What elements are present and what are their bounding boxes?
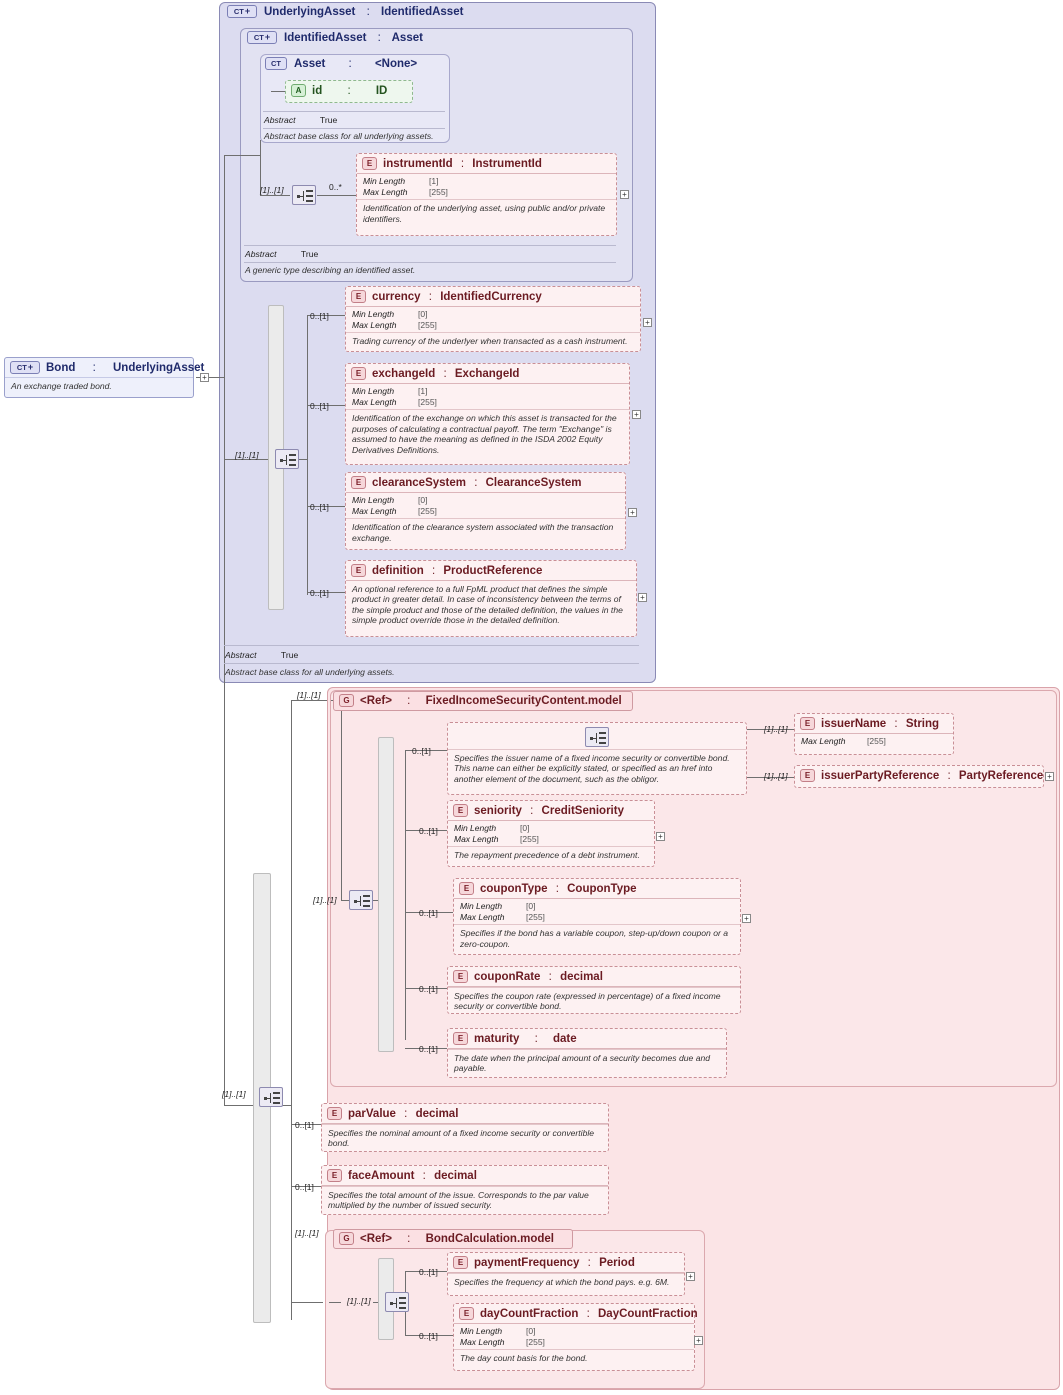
identified-asset-name: IdentifiedAsset	[284, 31, 367, 44]
facet-label: Max Length	[460, 911, 505, 922]
seniority-name: seniority	[474, 804, 522, 817]
node-couponRate[interactable]	[447, 966, 741, 1014]
abstract-value: True	[319, 115, 338, 125]
node-clearanceSystem[interactable]	[345, 472, 626, 550]
element-icon: E	[453, 1256, 468, 1269]
bond-doc: An exchange traded bond.	[11, 381, 112, 391]
facet-value: [255]	[526, 1336, 545, 1347]
couponType-doc: Specifies if the bond has a variable coupon, step-up/down coupon or a zero-coupon.	[454, 924, 740, 953]
separator: :	[587, 1256, 591, 1269]
faceAmount-name: faceAmount	[348, 1169, 415, 1182]
header-bond-calculation-model[interactable]	[333, 1229, 573, 1249]
facets-clearanceSystem	[346, 493, 625, 518]
asset-name: Asset	[294, 57, 326, 70]
cardinality-definition: 0..[1]	[310, 588, 329, 598]
abstract-label: Abstract	[225, 650, 257, 660]
facet-value: [255]	[429, 186, 448, 197]
abstract-row-asset	[264, 115, 337, 125]
expand-exchangeId-icon[interactable]: +	[632, 410, 641, 419]
node-exchangeId[interactable]	[345, 363, 630, 465]
connector	[329, 1302, 341, 1303]
occurrence-issuerName: [1]..[1]	[764, 724, 788, 734]
facet-label: Max Length	[352, 319, 397, 330]
facet-value: [255]	[418, 396, 437, 407]
maturity-type: date	[552, 1032, 577, 1045]
cardinality-seniority: 0..[1]	[419, 826, 438, 836]
issuerPartyReference-type: PartyReference	[958, 769, 1044, 782]
instrumentId-type: InstrumentId	[472, 157, 542, 170]
connector	[224, 155, 225, 1105]
fixed-income-type: FixedIncomeSecurityContent.model	[425, 694, 622, 707]
sequence-icon-asset[interactable]	[292, 185, 316, 205]
currency-doc: Trading currency of the underlyer when transacted as a cash instrument.	[346, 332, 640, 350]
parValue-name: parValue	[348, 1107, 396, 1120]
separator: :	[92, 361, 96, 374]
node-faceAmount[interactable]	[321, 1165, 609, 1215]
node-issuerPartyReference[interactable]	[794, 765, 1044, 788]
facet-value: [0]	[520, 823, 530, 833]
issuerName-type: String	[905, 717, 940, 730]
facets-currency	[346, 307, 640, 332]
clearanceSystem-type: ClearanceSystem	[485, 476, 582, 489]
element-icon: E	[800, 717, 815, 730]
element-icon: E	[351, 367, 366, 380]
dayCountFraction-name: dayCountFraction	[480, 1307, 579, 1320]
facets-exchangeId	[346, 384, 629, 409]
expand-currency-icon[interactable]: +	[643, 318, 652, 327]
facet-label: Min Length	[460, 1326, 503, 1336]
node-seniority[interactable]	[447, 800, 655, 867]
separator: :	[443, 367, 447, 380]
cardinality-couponRate: 0..[1]	[419, 984, 438, 994]
element-icon: E	[351, 476, 366, 489]
node-issuerName[interactable]	[794, 713, 954, 755]
connector	[224, 1105, 254, 1106]
node-id[interactable]	[285, 80, 413, 103]
choice-icon-issuer[interactable]	[585, 727, 609, 747]
identified-asset-doc: A generic type describing an identified asset.	[245, 265, 416, 275]
occurrence-issuerPartyReference: [1]..[1]	[764, 771, 788, 781]
node-instrumentId[interactable]	[356, 153, 617, 236]
cardinality-dayCountFraction: 0..[1]	[419, 1331, 438, 1341]
separator: :	[534, 1032, 538, 1045]
occurrence-bondcalc-ref: [1]..[1]	[295, 1228, 319, 1238]
seniority-type: CreditSeniority	[541, 804, 624, 817]
occurrence-underlying-seq: [1]..[1]	[235, 450, 259, 460]
facet-label: Min Length	[363, 176, 406, 186]
divider	[263, 111, 445, 112]
facet-value: [0]	[418, 495, 428, 505]
connector	[291, 1302, 323, 1303]
exchangeId-name: exchangeId	[372, 367, 436, 380]
facet-label: Min Length	[352, 495, 395, 505]
issuerName-name: issuerName	[821, 717, 887, 730]
expand-definition-icon[interactable]: +	[638, 593, 647, 602]
separator: :	[377, 31, 381, 44]
couponRate-doc: Specifies the coupon rate (expressed in percentage) of a fixed income security or convertible bond.	[448, 987, 740, 1016]
exchangeId-type: ExchangeId	[454, 367, 520, 380]
instrumentId-name: instrumentId	[383, 157, 453, 170]
sequence-icon-bondcalc[interactable]	[385, 1292, 409, 1312]
identified-asset-type: Asset	[391, 31, 423, 44]
facet-value: [1]	[418, 386, 428, 396]
choice-bar-fixedincome	[378, 737, 394, 1052]
bond-calc-type: BondCalculation.model	[425, 1232, 554, 1245]
cardinality-paymentFrequency: 0..[1]	[419, 1267, 438, 1277]
element-icon: E	[459, 1307, 474, 1320]
connector	[224, 155, 260, 156]
divider	[224, 663, 639, 664]
complextype-icon: CT +	[227, 5, 257, 18]
occurrence-fixedincome-ref: [1]..[1]	[297, 690, 321, 700]
facet-value: [0]	[526, 901, 536, 911]
cardinality-exchangeId: 0..[1]	[310, 401, 329, 411]
fixed-income-ref: <Ref>	[360, 694, 392, 707]
dayCountFraction-doc: The day count basis for the bond.	[454, 1349, 694, 1367]
node-bond-root[interactable]	[4, 357, 205, 398]
facet-value: [255]	[867, 736, 886, 746]
separator: :	[428, 290, 432, 303]
separator: :	[555, 882, 559, 895]
node-paymentFrequency[interactable]	[447, 1252, 685, 1296]
expand-issuerPartyReference-icon[interactable]: +	[1045, 772, 1054, 781]
occurrence-bondcalc-seq: [1]..[1]	[347, 1296, 371, 1306]
facets-dayCountFraction	[454, 1324, 694, 1349]
cardinality-maturity: 0..[1]	[419, 1044, 438, 1054]
divider	[263, 128, 445, 129]
issuerPartyReference-name: issuerPartyReference	[821, 769, 940, 782]
complextype-icon: CT +	[10, 361, 40, 374]
facet-label: Max Length	[352, 505, 397, 516]
separator: :	[474, 476, 478, 489]
separator: :	[431, 564, 436, 577]
facets-issuerName	[795, 734, 953, 749]
separator: :	[404, 1107, 408, 1120]
seniority-doc: The repayment precedence of a debt instrument.	[448, 846, 654, 864]
element-icon: E	[327, 1107, 342, 1120]
abstract-value: True	[300, 249, 319, 259]
abstract-row-underlying	[225, 650, 298, 660]
separator: :	[586, 1307, 590, 1320]
facets-couponType	[454, 899, 740, 924]
faceAmount-doc: Specifies the total amount of the issue. Corresponds to the par value multiplied by the number of issued security.	[322, 1186, 608, 1215]
sequence-icon-fixedincome[interactable]	[349, 890, 373, 910]
header-underlying-asset	[227, 5, 463, 18]
occurrence-asset-seq: [1]..[1]	[260, 185, 284, 195]
clearanceSystem-name: clearanceSystem	[372, 476, 466, 489]
attribute-icon: A	[291, 84, 306, 97]
underlying-asset-type: IdentifiedAsset	[381, 5, 464, 18]
cardinality-issuer-choice: 0..[1]	[412, 746, 431, 756]
couponType-type: CouponType	[567, 882, 637, 895]
currency-type: IdentifiedCurrency	[440, 290, 542, 303]
maturity-doc: The date when the principal amount of a security becomes due and payable.	[448, 1049, 726, 1078]
expand-paymentFrequency-icon[interactable]: +	[686, 1272, 695, 1281]
faceAmount-type: decimal	[434, 1169, 477, 1182]
connector	[341, 700, 342, 900]
facets-instrumentId	[357, 174, 616, 199]
id-type: ID	[375, 84, 388, 97]
paymentFrequency-type: Period	[599, 1256, 635, 1269]
separator: :	[460, 157, 465, 170]
facet-label: Min Length	[454, 823, 497, 833]
bond-type: UnderlyingAsset	[113, 361, 205, 374]
element-icon: E	[327, 1169, 342, 1182]
node-parValue[interactable]	[321, 1103, 609, 1152]
facet-label: Max Length	[460, 1336, 505, 1347]
facet-value: [0]	[418, 309, 428, 319]
node-maturity[interactable]	[447, 1028, 727, 1078]
separator: :	[407, 694, 411, 707]
cardinality-instrumentId: 0..*	[329, 182, 342, 192]
node-dayCountFraction[interactable]	[453, 1303, 698, 1371]
cardinality-faceAmount: 0..[1]	[295, 1182, 314, 1192]
dayCountFraction-type: DayCountFraction	[598, 1307, 698, 1320]
element-icon: E	[362, 157, 377, 170]
facet-label: Max Length	[363, 186, 408, 197]
facet-label: Min Length	[460, 901, 503, 911]
definition-type: ProductReference	[443, 564, 543, 577]
expand-seniority-icon[interactable]: +	[656, 832, 665, 841]
facet-value: [1]	[429, 176, 439, 186]
complextype-icon: CT +	[247, 31, 277, 44]
cardinality-parValue: 0..[1]	[295, 1120, 314, 1130]
element-icon: E	[351, 290, 366, 303]
maturity-name: maturity	[474, 1032, 520, 1045]
connector	[291, 700, 327, 701]
facet-value: [255]	[526, 911, 545, 922]
element-icon: E	[800, 769, 815, 782]
exchangeId-doc: Identification of the exchange on which this asset is transacted for the purposes of calculating a contractual payoff. The term "Exchange" is assumed to have the meaning as defined in the ISDA 2002 Equity Derivatives Definitions.	[346, 409, 629, 459]
underlying-asset-doc: Abstract base class for all underlying assets.	[225, 667, 395, 677]
connector	[307, 315, 308, 595]
connector	[341, 900, 349, 901]
header-fixed-income-model[interactable]	[333, 691, 633, 711]
divider	[244, 262, 616, 263]
facet-label: Max Length	[352, 396, 397, 407]
occurrence-fixedincome-seq: [1]..[1]	[313, 895, 337, 905]
separator: :	[407, 1232, 411, 1245]
abstract-value: True	[280, 650, 299, 660]
connector	[405, 750, 406, 1040]
facet-label: Max Length	[454, 833, 499, 844]
cardinality-clearanceSystem: 0..[1]	[310, 502, 329, 512]
complextype-icon: CT	[265, 57, 287, 70]
expand-bond-icon[interactable]: +	[200, 373, 209, 382]
couponType-name: couponType	[480, 882, 548, 895]
expand-dayCountFraction-icon[interactable]: +	[694, 1336, 703, 1345]
element-icon: E	[453, 970, 468, 983]
instrumentId-doc: Identification of the underlying asset, using public and/or private identifiers.	[357, 199, 616, 228]
issuer-choice-doc: Specifies the issuer name of a fixed income security or convertible bond. This name can either be explicitly stated, or specified as an href into another element of the document, such as the obligor.	[448, 749, 746, 788]
connector	[317, 195, 357, 196]
divider	[224, 645, 639, 646]
group-icon: G	[339, 1232, 354, 1245]
connector	[260, 195, 290, 196]
element-icon: E	[453, 804, 468, 817]
bond-calc-ref: <Ref>	[360, 1232, 392, 1245]
abstract-label: Abstract	[264, 115, 296, 125]
definition-doc: An optional reference to a full FpML product that defines the simple product in greater detail. In case of inconsistency between the terms of the simple product and those of the detailed definition, the values in the simple product override those in the detailed definition.	[352, 584, 623, 626]
underlying-asset-name: UnderlyingAsset	[264, 5, 356, 18]
facet-value: [255]	[418, 505, 437, 516]
node-currency[interactable]	[345, 286, 641, 352]
separator: :	[530, 804, 534, 817]
element-icon: E	[351, 564, 366, 577]
facet-label: Max Length	[801, 736, 846, 746]
separator: :	[347, 84, 351, 97]
asset-type: <None>	[374, 57, 418, 70]
facet-value: [0]	[526, 1326, 536, 1336]
node-issuer-choice[interactable]	[447, 722, 747, 795]
expand-clearanceSystem-icon[interactable]: +	[628, 508, 637, 517]
cardinality-currency: 0..[1]	[310, 311, 329, 321]
facet-label: Min Length	[352, 386, 395, 396]
expand-couponType-icon[interactable]: +	[742, 914, 751, 923]
element-icon: E	[453, 1032, 468, 1045]
cardinality-couponType: 0..[1]	[419, 908, 438, 918]
node-definition[interactable]	[345, 560, 637, 637]
facet-value: [255]	[520, 833, 539, 844]
id-name: id	[312, 84, 323, 97]
expand-instrumentId-icon[interactable]: +	[620, 190, 629, 199]
header-asset	[265, 57, 417, 70]
separator: :	[548, 970, 552, 983]
definition-name: definition	[372, 564, 424, 577]
separator: :	[422, 1169, 426, 1182]
connector	[271, 91, 285, 92]
clearanceSystem-doc: Identification of the clearance system associated with the transaction exchange.	[346, 518, 625, 547]
separator: :	[894, 717, 898, 730]
abstract-label: Abstract	[245, 249, 277, 259]
separator: :	[947, 769, 951, 782]
asset-doc: Abstract base class for all underlying assets.	[264, 131, 434, 141]
group-icon: G	[339, 694, 354, 707]
sequence-icon-bond[interactable]	[259, 1087, 283, 1107]
abstract-row-identified	[245, 249, 318, 259]
parValue-type: decimal	[415, 1107, 459, 1120]
couponRate-type: decimal	[560, 970, 603, 983]
facets-seniority	[448, 821, 654, 846]
separator: :	[366, 5, 370, 18]
couponRate-name: couponRate	[474, 970, 541, 983]
occurrence-bond-seq: [1]..[1]	[222, 1089, 246, 1099]
paymentFrequency-doc: Specifies the frequency at which the bond pays. e.g. 6M.	[448, 1273, 684, 1291]
facet-label: Min Length	[352, 309, 395, 319]
paymentFrequency-name: paymentFrequency	[474, 1256, 580, 1269]
node-couponType[interactable]	[453, 878, 741, 955]
divider	[244, 245, 616, 246]
bond-name: Bond	[46, 361, 76, 374]
facet-value: [255]	[418, 319, 437, 330]
connector	[291, 700, 292, 1320]
separator: :	[348, 57, 352, 70]
parValue-doc: Specifies the nominal amount of a fixed income security or convertible bond.	[322, 1124, 608, 1153]
sequence-icon-underlying[interactable]	[275, 449, 299, 469]
currency-name: currency	[372, 290, 421, 303]
header-identified-asset	[247, 31, 423, 44]
element-icon: E	[459, 882, 474, 895]
